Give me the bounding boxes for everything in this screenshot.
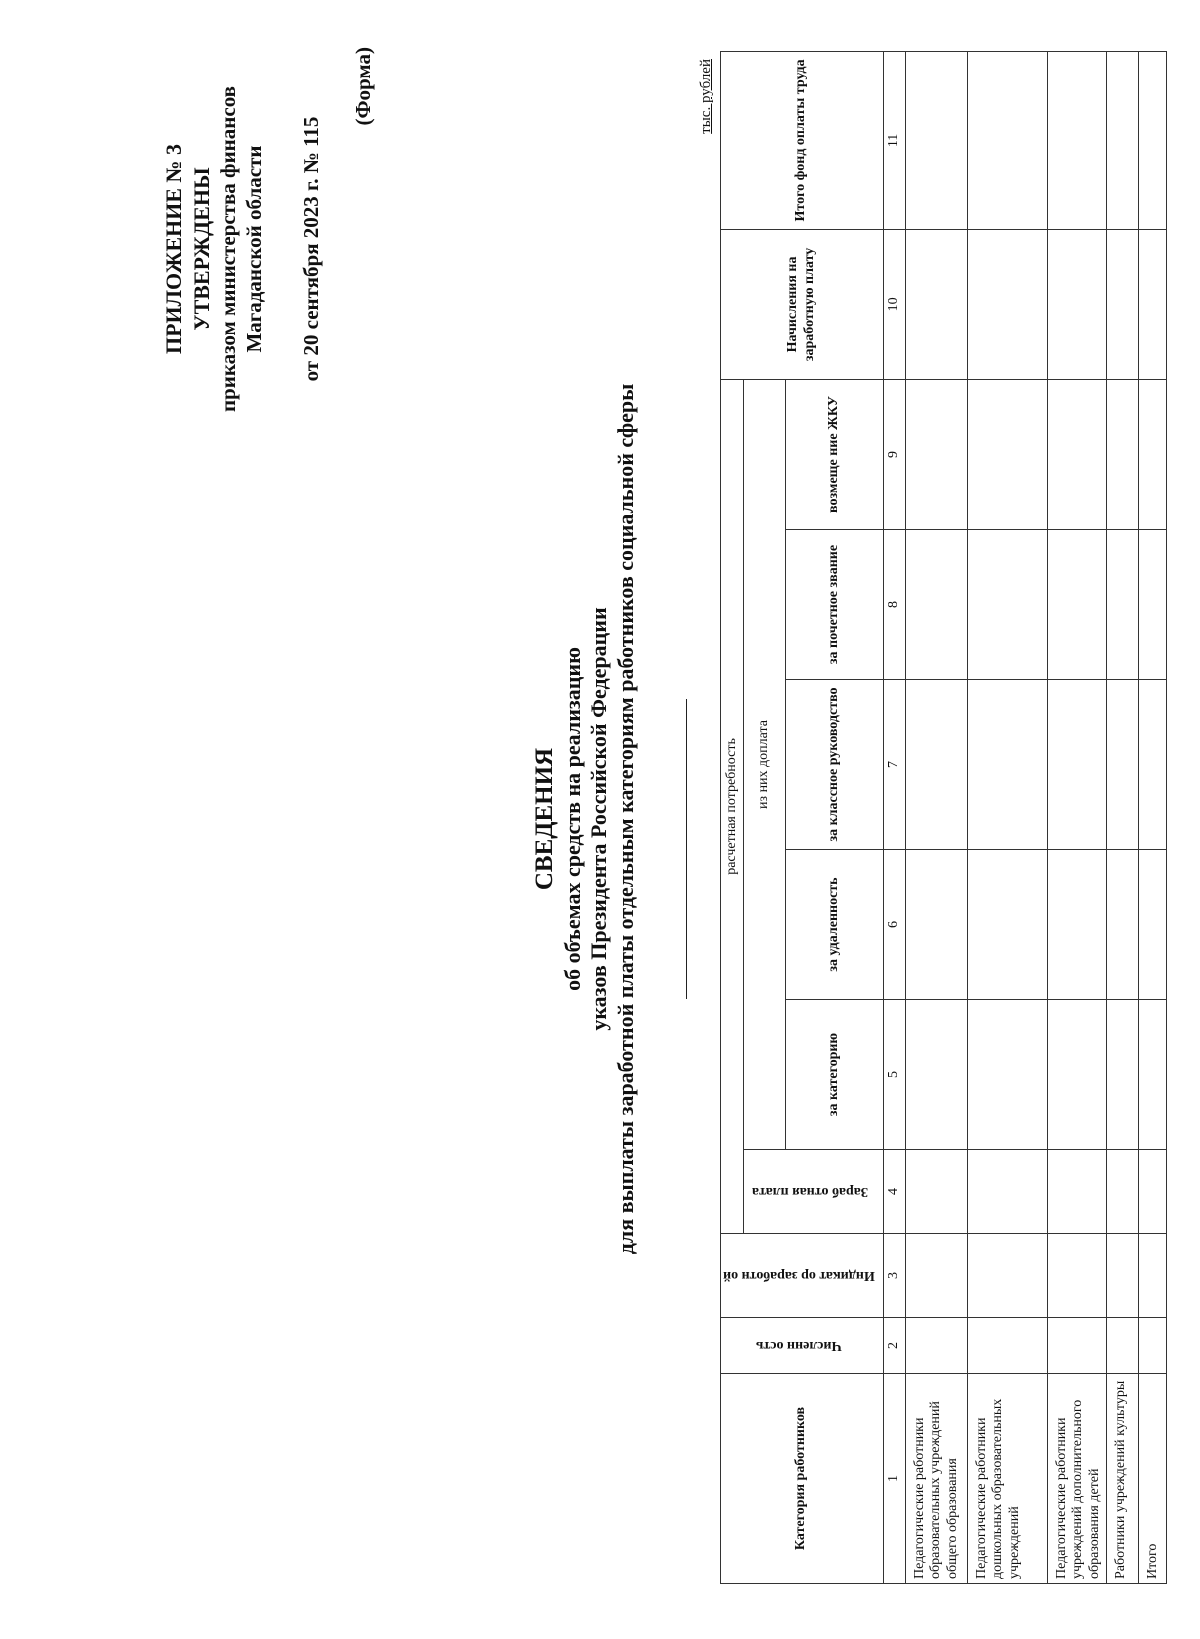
row-category: Педагогические работники учреждений дополнительного образования детей [1047, 1374, 1106, 1584]
title-line-1: об объемах средств на реализацию [560, 647, 585, 991]
form-label: (Форма) [350, 47, 375, 126]
col-number: 4 [883, 1150, 905, 1234]
table-row [1047, 51, 1106, 1583]
header-col9: возмеще ние ЖКУ [785, 379, 883, 529]
header-category: Категория работников [721, 1374, 884, 1584]
header-of-which: из них доплата [744, 379, 786, 1149]
unit-label: тыс. рублей [698, 59, 714, 134]
table-row [1107, 51, 1139, 1583]
title-heading: СВЕДЕНИЯ [531, 747, 558, 891]
header-col8: за почетное звание [785, 530, 883, 680]
col-number: 1 [883, 1374, 905, 1584]
row-category: Работники учреждений культуры [1107, 1374, 1139, 1584]
title-underline [686, 699, 687, 999]
header-col6: за удаленность [785, 850, 883, 1000]
header-col5: за категорию [785, 1000, 883, 1150]
title-line-2: указов Президента Российской Федерации [586, 607, 612, 1031]
header-row-1 [721, 51, 744, 1583]
title-line-3: для выплаты заработной платы отдельным категориям работников социальной сферы [612, 383, 638, 1255]
approved-label: УТВЕРЖДЕНЫ [188, 167, 214, 331]
col-number: 7 [883, 680, 905, 850]
table-row-total [1139, 51, 1167, 1583]
header-indicator: Индикат ор заработн ой [721, 1234, 884, 1318]
header-col10: Начисления на заработную плату [721, 229, 884, 379]
row-category: Педагогические работники образовательных учреждений общего образования [905, 1374, 967, 1584]
col-number: 11 [883, 51, 905, 229]
row-category: Педагогические работники дошкольных образовательных учреждений [967, 1374, 1047, 1584]
row-category: Итого [1139, 1374, 1167, 1584]
col-number: 5 [883, 1000, 905, 1150]
column-number-row [883, 51, 905, 1583]
col-number: 2 [883, 1318, 905, 1374]
col-number: 8 [883, 530, 905, 680]
approval-line-1: приказом министерства финансов [216, 85, 240, 413]
header-col7: за классное руководство [785, 680, 883, 850]
approval-date: от 20 сентября 2023 г. № 115 [298, 116, 323, 382]
table-row [967, 51, 1047, 1583]
approval-line-2: Магаданской области [242, 145, 267, 353]
header-salary: Зараб отная плата [744, 1150, 884, 1234]
col-number: 10 [883, 229, 905, 379]
col-number: 3 [883, 1234, 905, 1318]
header-estimated: расчетная потребность [721, 379, 744, 1233]
col-number: 6 [883, 850, 905, 1000]
appendix-label: ПРИЛОЖЕНИЕ № 3 [161, 143, 186, 355]
document-title [530, 59, 639, 1579]
header-col11: Итого фонд оплаты труда [721, 51, 884, 229]
data-table [720, 51, 1167, 1584]
approval-block [160, 29, 376, 469]
header-headcount: Численн ость [721, 1318, 884, 1374]
col-number: 9 [883, 379, 905, 529]
table-row [905, 51, 967, 1583]
